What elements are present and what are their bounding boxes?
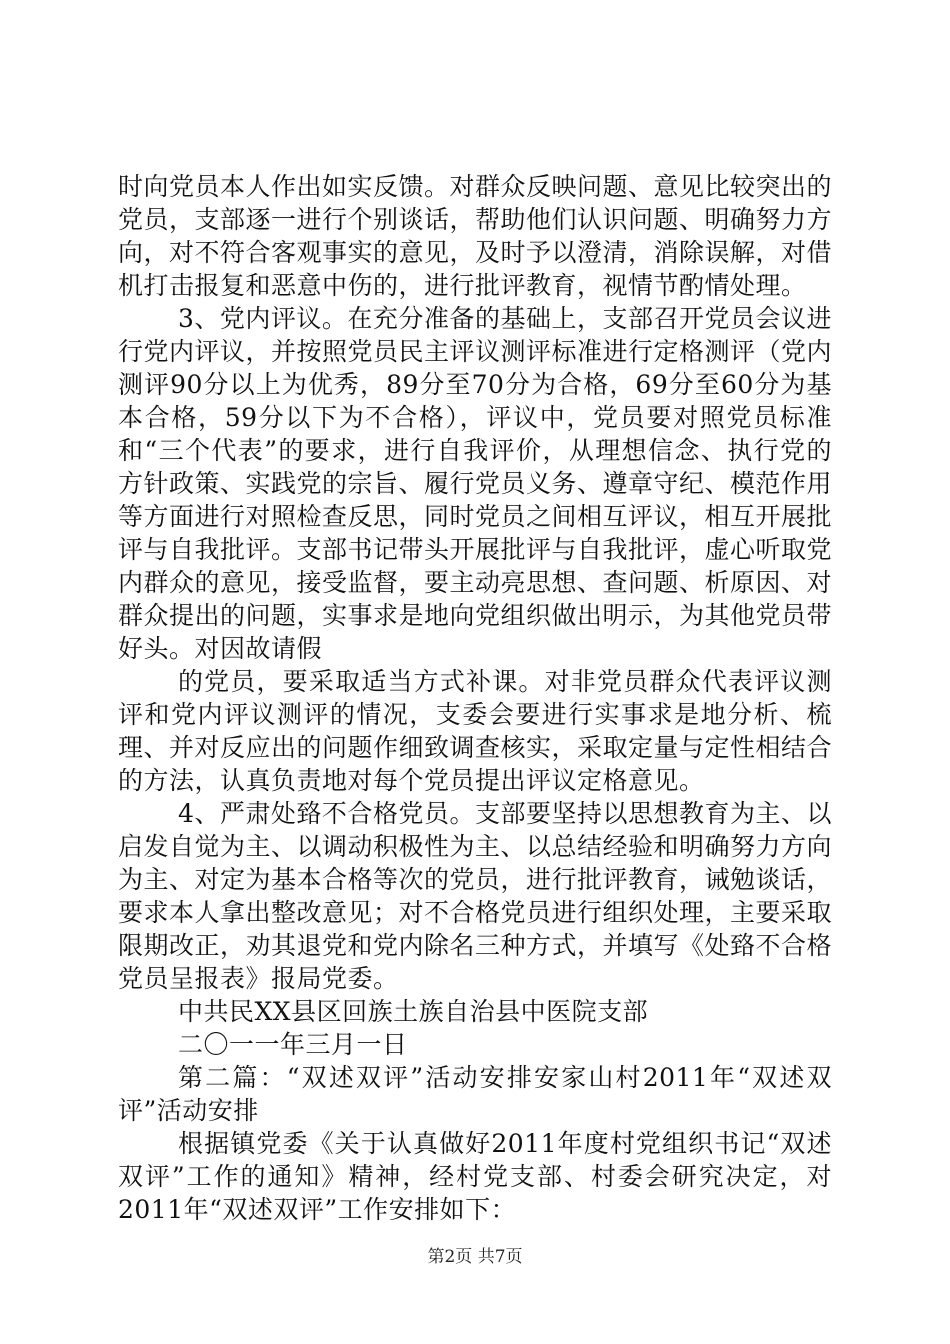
paragraph-intro-arrangement: 根据镇党委《关于认真做好2011年度村党组织书记“双述双评”工作的通知》精神，经村党支部、村委会研究决定，对2011年“双述双评”工作安排如下： bbox=[118, 1129, 832, 1224]
page-number-footer: 第2页 共7页 bbox=[427, 1247, 523, 1267]
section-heading-part-two: 第二篇：“双述双评”活动安排安家山村2011年“双述双评”活动安排 bbox=[118, 1063, 832, 1125]
paragraph-party-review: 3、党内评议。在充分准备的基础上，支部召开党员会议进行党内评议，并按照党员民主评议测评标准进行定格测评（党内测评90分以上为优秀，89分至70分为合格，69分至60分为基本合格，59分以下为不合格），评议中，党员要对照党员标准和“三个代表”的要求，进行自我评价，从理想信念、执行党的方针政策、实践党的宗旨、履行党员义务、遵章守纪、模范作用等方面进行对照检查反思，同时党员之间相互评议，相互开展批评与自我批评。支部书记带头开展批评与自我批评，虚心听取党内群众的意见，接受监督，要主动亮思想、查问题、析原因、对群众提出的问题，实事求是地向党组织做出明示，为其他党员带好头。对因故请假 bbox=[118, 304, 833, 663]
paragraph-handle-unqualified: 4、严肃处臵不合格党员。支部要坚持以思想教育为主、以启发自觉为主、以调动积极性为主、以总结经验和明确努力方向为主、对定为基本合格等次的党员，进行批评教育，诫勉谈话，要求本人拿出整改意见；对不合格党员进行组织处理，主要采取限期改正，劝其退党和党内除名三种方式，并填写《处臵不合格党员呈报表》报局党委。 bbox=[118, 799, 833, 993]
signature-organization: 中共民XX县区回族土族自治县中医院支部 bbox=[178, 997, 649, 1026]
paragraph-continuation: 时向党员本人作出如实反馈。对群众反映问题、意见比较突出的党员，支部逐一进行个别谈话，帮助他们认识问题、明确努力方向，对不符合客观事实的意见，及时予以澄清，消除误解，对借机打击报复和恶意中伤的，进行批评教育，视情节酌情处理。 bbox=[118, 172, 833, 300]
document-body bbox=[118, 170, 832, 1226]
paragraph-makeup-session: 的党员，要采取适当方式补课。对非党员群众代表评议测评和党内评议测评的情况，支委会要进行实事求是地分析、梳理、并对反应出的问题作细致调查核实，采取定量与定性相结合的方法，认真负责地对每个党员提出评议定格意见。 bbox=[118, 667, 833, 795]
signature-date: 二〇一一年三月一日 bbox=[178, 1030, 408, 1059]
